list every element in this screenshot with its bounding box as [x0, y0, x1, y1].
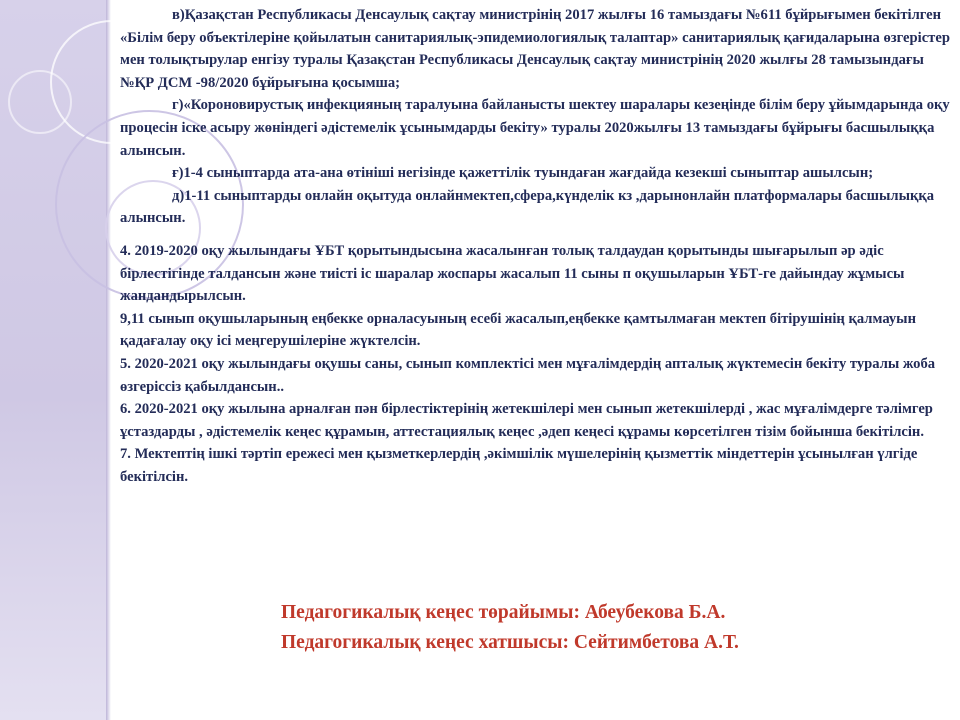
- paragraph-g: г)«Короновирустық инфекцияның таралуына байланысты шектеу шаралары кезеңінде білім беру ұйымдарында оқу процесін іске асыру жөніндегі әдістемелік ұсынымдарды бекіту» туралы 2020жылғы 13 тамыздағы бұйрығы басшылыққа алынсын.: [120, 97, 950, 159]
- paragraph-gap: [120, 230, 956, 240]
- left-decor-band-edge: [106, 0, 111, 720]
- paragraph-v: в)Қазақстан Республикасы Денсаулық сақтау министрінің 2017 жылғы 16 тамыздағы №611 бұйрығымен бекітілген «Білім беру объектілеріне қойылатын санитариялық-эпидемиологиялық талаптар» санитариялық қағидаларына өзгерістер мен толықтырулар енгізу туралы Қазақстан Республикасы Денсаулық сақтау министрінің 2020 жылғы 28 тамызындағы №ҚР ДСМ -98/2020 бұйрығына қосымша;: [120, 7, 950, 91]
- paragraph-gh: ғ)1-4 сыныптарда ата-ана өтініші негізінде қажеттілік туындаған жағдайда кезекші сыныптар ашылсын;: [172, 165, 874, 182]
- paragraph-d: д)1-11 сыныптарды онлайн оқытуда онлайнмектеп,сфера,күнделік кз ,дарынонлайн платформалары басшылыққа алынсын.: [120, 187, 935, 227]
- signature-block: [281, 598, 941, 658]
- paragraph-item-9-11: 9,11 сынып оқушыларының еңбекке орналасуының есебі жасалып,еңбекке қамтылмаған мектеп бітірушінің қалмауын қадағалау оқу ісі меңгерушілеріне жүктелсін.: [120, 310, 916, 350]
- paragraph-item-4: 4. 2019-2020 оқу жылындағы ҰБТ қорытындысына жасалынған толық талдаудан қорытынды шығарылып әр әдіс бірлестігінде талдансын және тиісті іс шаралар жоспары жасалып 11 сыны п оқушыларын ҰБТ-ге дайындау жұмысы жандандырылсын.: [120, 242, 905, 305]
- paragraph-item-6: 6. 2020-2021 оқу жылына арналған пән бірлестіктерінің жетекшілері мен сынып жетекшілерді , жас мұғалімдерге тәлімгер ұстаздарды , әдістемелік кеңес құрамын, аттестациялық кеңес ,әдеп кеңесі құрамы көрсетілген тізім бойынша бекітілсін.: [120, 401, 933, 440]
- paragraph-item-7: 7. Мектептің ішкі тәртіп ережесі мен қызметкерлердің ,әкімшілік мүшелерінің қызметтік міндеттерін ұсынылған үлгіде бекітілсін.: [120, 446, 918, 485]
- paragraph-item-5: 5. 2020-2021 оқу жылындағы оқушы саны, сынып комплектісі мен мұғалімдердің апталық жүктемесін бекіту туралы жоба өзгеріссіз қабылдансын..: [120, 355, 936, 395]
- signature-chair: Педагогикалық кеңес төрайымы: Абеубекова Б.А.: [281, 602, 726, 623]
- left-decor-band: [0, 0, 106, 720]
- signature-secretary: Педагогикалық кеңес хатшысы: Сейтимбетова А.Т.: [281, 632, 739, 653]
- slide-body-text: [120, 4, 956, 488]
